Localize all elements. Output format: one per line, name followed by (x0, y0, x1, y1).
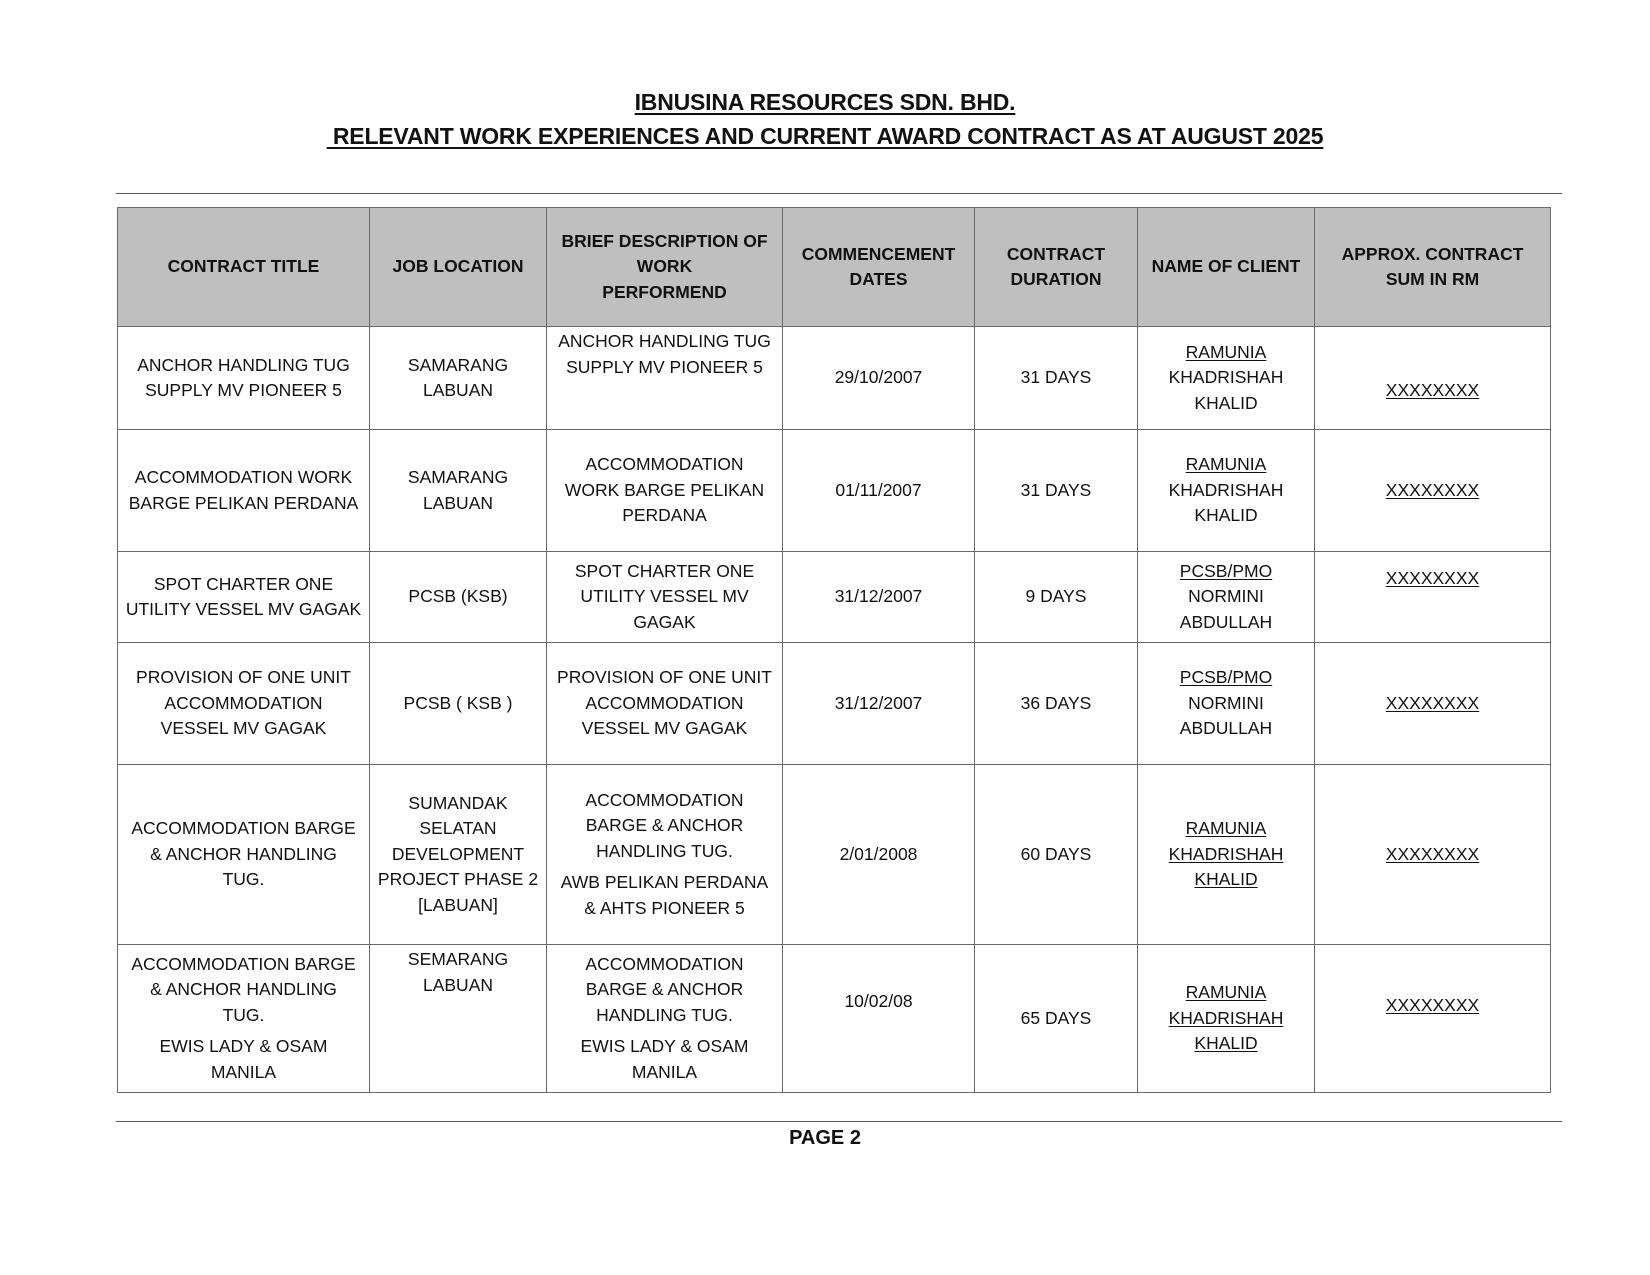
client-text: KHALID (1194, 392, 1258, 413)
description-text: PROVISION OF ONE UNIT (557, 667, 772, 688)
header-label: BRIEF DESCRIPTION OF (561, 230, 768, 251)
cell-location (370, 552, 547, 643)
cell-sum (1315, 327, 1551, 430)
title-text: & ANCHOR HANDLING (150, 843, 337, 864)
cell-duration (975, 430, 1138, 552)
title-extra-text: MANILA (210, 1061, 277, 1082)
duration-text: 9 DAYS (1025, 586, 1087, 607)
table-row (118, 643, 1551, 765)
cell-sum (1315, 765, 1551, 945)
description-text: ACCOMMODATION (585, 789, 744, 810)
cell-title (118, 552, 370, 643)
title-extra-text: EWIS LADY & OSAM (159, 1036, 328, 1057)
cell-title (118, 765, 370, 945)
header-job-location (370, 208, 547, 327)
location-text: PCSB (KSB) (408, 586, 508, 607)
location-text: PROJECT PHASE 2 (377, 869, 539, 890)
title-text: BARGE PELIKAN PERDANA (128, 492, 359, 513)
sum-text: XXXXXXXX (1385, 692, 1480, 713)
date-text: 10/02/08 (844, 991, 913, 1011)
description-text: SPOT CHARTER ONE (574, 560, 755, 581)
client-text: ABDULLAH (1179, 611, 1273, 632)
header-label: CONTRACT TITLE (167, 256, 320, 277)
cell-sum (1315, 552, 1551, 643)
header-contract-title (118, 208, 370, 327)
table-row (118, 765, 1551, 945)
header-commencement-dates (783, 208, 975, 327)
cell-client (1138, 765, 1315, 945)
client-text: RAMUNIA (1185, 341, 1267, 362)
sum-text: XXXXXXXX (1385, 479, 1480, 500)
description-text: VESSEL MV GAGAK (581, 718, 748, 739)
client-text: NORMINI (1188, 692, 1264, 713)
header-name-of-client (1138, 208, 1315, 327)
client-text: KHADRISHAH (1168, 367, 1284, 388)
client-text: RAMUNIA (1185, 982, 1267, 1003)
cell-description (547, 643, 783, 765)
client-text: KHALID (1194, 1033, 1258, 1054)
header-contract-duration (975, 208, 1138, 327)
title-text: SUPPLY MV PIONEER 5 (145, 380, 342, 400)
location-text: SELATAN (419, 818, 497, 839)
cell-sum (1315, 945, 1551, 1093)
title-text: ANCHOR HANDLING TUG (137, 354, 350, 375)
client-text: NORMINI (1188, 586, 1264, 607)
title-text: ACCOMMODATION (164, 692, 323, 713)
cell-date (783, 765, 975, 945)
description-text: BARGE & ANCHOR (585, 815, 744, 836)
bottom-divider (116, 1121, 1562, 1122)
cell-location (370, 765, 547, 945)
client-text: PCSB/PMO (1179, 560, 1273, 581)
description-text: ACCOMMODATION (585, 692, 744, 713)
client-text: KHADRISHAH (1168, 1007, 1284, 1028)
cell-description (547, 552, 783, 643)
location-text: SEMARANG (407, 949, 509, 969)
date-text: 29/10/2007 (834, 367, 923, 388)
location-text: DEVELOPMENT (391, 843, 525, 864)
cell-description (547, 430, 783, 552)
description-text: ACCOMMODATION (585, 953, 744, 974)
cell-description (547, 765, 783, 945)
page-number: PAGE 2 (789, 1127, 861, 1149)
client-text: KHALID (1194, 505, 1258, 526)
cell-client (1138, 430, 1315, 552)
cell-client (1138, 643, 1315, 765)
cell-title (118, 430, 370, 552)
description-extra-text: EWIS LADY & OSAM (580, 1036, 749, 1057)
client-text: RAMUNIA (1185, 454, 1267, 475)
company-title: IBNUSINA RESOURCES SDN. BHD. (634, 89, 1016, 115)
duration-text: 31 DAYS (1020, 367, 1092, 388)
title-text: ACCOMMODATION BARGE (131, 818, 356, 839)
header-label: JOB LOCATION (392, 256, 524, 277)
cell-date (783, 945, 975, 1093)
top-divider (116, 193, 1562, 194)
cell-duration (975, 643, 1138, 765)
client-text: KHALID (1194, 869, 1258, 890)
duration-text: 36 DAYS (1020, 692, 1092, 713)
title-text: SPOT CHARTER ONE (153, 573, 334, 594)
cell-client (1138, 552, 1315, 643)
header-brief-description (547, 208, 783, 327)
header-label: COMMENCEMENT (801, 243, 956, 264)
description-text: SUPPLY MV PIONEER 5 (566, 356, 763, 377)
title-text: & ANCHOR HANDLING (150, 979, 337, 1000)
header-label: PERFORMEND (602, 281, 727, 302)
header-label: NAME OF CLIENT (1151, 256, 1301, 277)
location-text: LABUAN (422, 380, 494, 400)
cell-date (783, 430, 975, 552)
cell-title (118, 643, 370, 765)
table-row (118, 945, 1551, 1093)
location-text: PCSB ( KSB ) (403, 692, 513, 713)
cell-date (783, 643, 975, 765)
description-text: PERDANA (622, 505, 707, 526)
cell-client (1138, 945, 1315, 1093)
table-row (118, 552, 1551, 643)
contracts-table (117, 207, 1551, 1093)
sum-text: XXXXXXXX (1385, 995, 1480, 1015)
cell-duration (975, 765, 1138, 945)
title-text: ACCOMMODATION WORK (134, 467, 353, 487)
title-text: PROVISION OF ONE UNIT (136, 667, 351, 688)
description-text: GAGAK (633, 611, 696, 632)
description-text: ANCHOR HANDLING TUG (558, 331, 771, 351)
cell-duration (975, 552, 1138, 643)
header-label: WORK (636, 256, 693, 277)
client-text: ABDULLAH (1179, 718, 1273, 739)
description-text: HANDLING TUG. (596, 1004, 733, 1025)
duration-text: 65 DAYS (1020, 1007, 1092, 1028)
description-extra-text: MANILA (631, 1061, 698, 1082)
document-subtitle: RELEVANT WORK EXPERIENCES AND CURRENT AWARD CONTRACT AS AT AUGUST 2025 (326, 123, 1324, 149)
table-header-row (118, 208, 1551, 327)
header-label: CONTRACT (1006, 243, 1106, 264)
sum-text: XXXXXXXX (1385, 380, 1480, 401)
table-row (118, 327, 1551, 430)
header-label: APPROX. CONTRACT (1341, 243, 1524, 264)
client-text: KHADRISHAH (1168, 479, 1284, 500)
header-contract-sum (1315, 208, 1551, 327)
cell-location (370, 327, 547, 430)
sum-text: XXXXXXXX (1385, 843, 1480, 864)
title-text: TUG. (222, 1004, 265, 1025)
location-text: [LABUAN] (418, 894, 498, 915)
cell-description (547, 945, 783, 1093)
cell-sum (1315, 430, 1551, 552)
title-text: VESSEL MV GAGAK (160, 718, 327, 739)
header-label: DATES (849, 269, 908, 289)
location-text: SAMARANG (407, 354, 509, 375)
description-text: WORK BARGE PELIKAN (564, 479, 765, 500)
sum-text: XXXXXXXX (1385, 568, 1480, 588)
cell-title (118, 945, 370, 1093)
cell-date (783, 327, 975, 430)
cell-client (1138, 327, 1315, 430)
cell-title (118, 327, 370, 430)
cell-date (783, 552, 975, 643)
title-text: ACCOMMODATION BARGE (131, 953, 356, 974)
header-label: DURATION (1010, 269, 1102, 289)
duration-text: 31 DAYS (1020, 479, 1092, 500)
location-text: SAMARANG (407, 467, 509, 487)
description-text: UTILITY VESSEL MV (580, 586, 749, 607)
client-text: KHADRISHAH (1168, 843, 1284, 864)
location-text: SUMANDAK (408, 792, 508, 813)
description-text: HANDLING TUG. (596, 840, 733, 861)
cell-location (370, 643, 547, 765)
cell-duration (975, 327, 1138, 430)
description-text: BARGE & ANCHOR (585, 979, 744, 1000)
client-text: PCSB/PMO (1179, 667, 1273, 688)
cell-sum (1315, 643, 1551, 765)
date-text: 31/12/2007 (834, 692, 923, 713)
description-text: ACCOMMODATION (585, 454, 744, 475)
location-text: LABUAN (422, 492, 494, 513)
location-text: LABUAN (422, 974, 494, 995)
header-label: SUM IN RM (1385, 269, 1480, 289)
title-text: UTILITY VESSEL MV GAGAK (125, 599, 362, 619)
cell-location (370, 430, 547, 552)
description-extra-text: & AHTS PIONEER 5 (584, 897, 745, 918)
cell-location (370, 945, 547, 1093)
description-extra-text: AWB PELIKAN PERDANA (560, 872, 769, 893)
date-text: 2/01/2008 (839, 843, 918, 864)
cell-duration (975, 945, 1138, 1093)
date-text: 31/12/2007 (834, 586, 923, 607)
date-text: 01/11/2007 (835, 479, 922, 500)
table-row (118, 430, 1551, 552)
cell-description (547, 327, 783, 430)
duration-text: 60 DAYS (1020, 843, 1092, 864)
title-text: TUG. (222, 869, 265, 890)
client-text: RAMUNIA (1185, 818, 1267, 839)
